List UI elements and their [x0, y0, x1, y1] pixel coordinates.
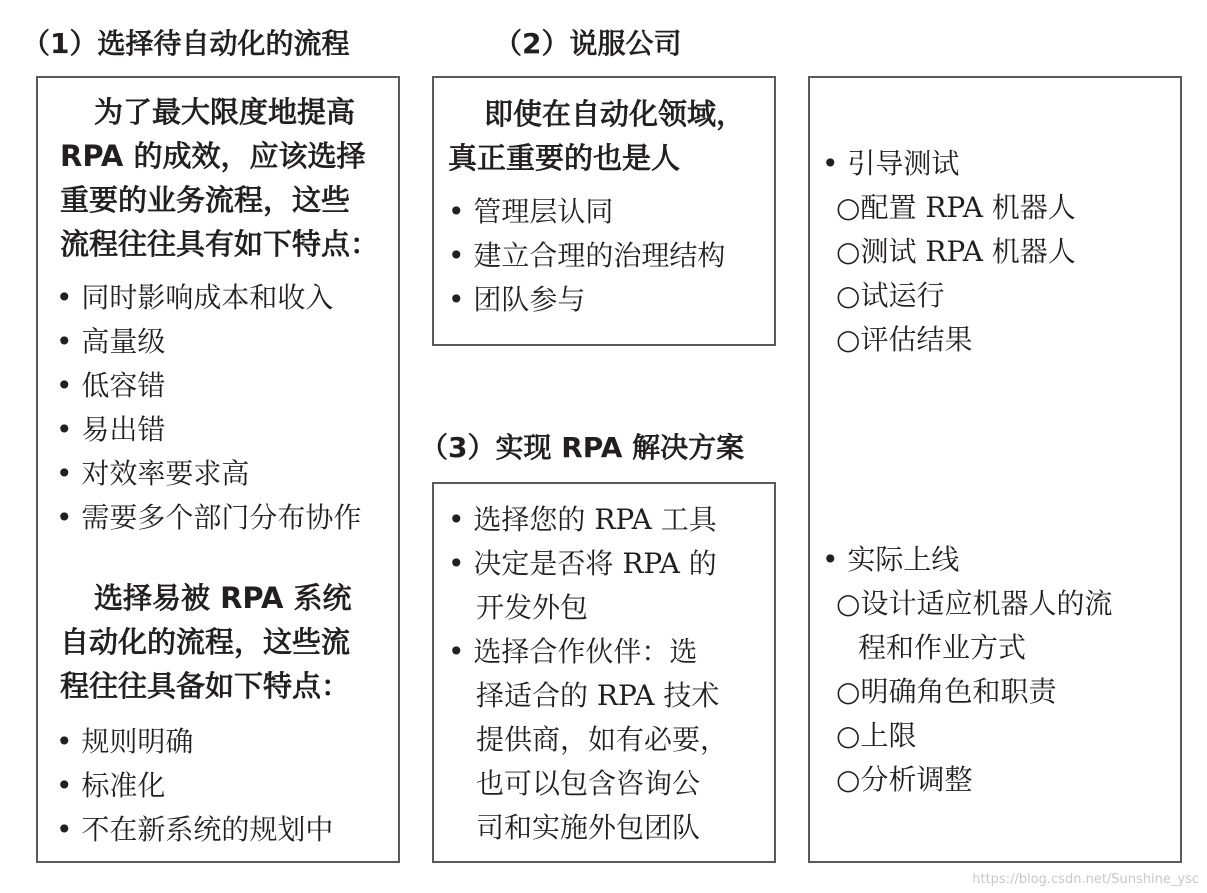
bullet-mark: •	[448, 547, 465, 580]
box-convince-company	[432, 76, 776, 346]
list-item	[56, 369, 166, 402]
list-item	[56, 413, 166, 446]
bullet-mark: •	[56, 369, 73, 402]
box1-intro-line: 为了最大限度地提高	[94, 95, 356, 129]
sub-item-text: 评估结果	[860, 323, 973, 356]
list-item-continuation: 择适合的 RPA 技术	[476, 679, 720, 712]
circle-mark: ○	[836, 323, 861, 356]
bullet-mark: •	[448, 283, 465, 316]
list-item-continuation: 提供商，如有必要，	[476, 723, 729, 756]
list-item-text: 标准化	[81, 769, 166, 802]
box-implement-rpa	[432, 482, 776, 863]
box-testing-golive	[808, 76, 1182, 863]
bullet-mark: •	[448, 239, 465, 272]
bullet-mark: •	[56, 725, 73, 758]
sub-item	[836, 235, 1076, 268]
list-item-text: 对效率要求高	[81, 457, 250, 490]
bullet-mark: •	[56, 413, 73, 446]
list-item	[56, 457, 250, 490]
box1-intro2-line: 选择易被 RPA 系统	[94, 581, 352, 615]
bullet-mark: •	[56, 769, 73, 802]
sub-item	[836, 719, 917, 752]
bullet-mark: •	[822, 543, 839, 576]
list-item-continuation: 也可以包含咨询公	[476, 767, 701, 800]
sub-item	[836, 191, 1076, 224]
sub-item-text: 分析调整	[860, 763, 973, 796]
list-item	[448, 547, 717, 580]
box2-intro-line: 即使在自动化领域，	[484, 97, 746, 131]
list-item-text: 选择合作伙伴：选	[473, 635, 698, 668]
box1-intro-line: 重要的业务流程，这些	[60, 183, 351, 217]
list-item	[448, 283, 586, 316]
group-title-text: 引导测试	[847, 147, 960, 180]
sub-item	[836, 675, 1057, 708]
list-item-text: 决定是否将 RPA 的	[473, 547, 717, 580]
bullet-mark: •	[56, 501, 73, 534]
list-item-text: 易出错	[81, 413, 166, 446]
circle-mark: ○	[836, 235, 861, 268]
sub-item	[836, 323, 973, 356]
list-item-text: 建立合理的治理结构	[473, 239, 726, 272]
bullet-mark: •	[448, 195, 465, 228]
section-2-title: （2）说服公司	[494, 27, 682, 60]
list-item-text: 高量级	[81, 325, 166, 358]
list-item	[56, 769, 166, 802]
box1-intro2-line: 程往往具备如下特点：	[60, 669, 351, 703]
list-item-text: 选择您的 RPA 工具	[473, 503, 717, 536]
list-item-text: 需要多个部门分布协作	[81, 501, 362, 534]
section-1-title: （1）选择待自动化的流程	[22, 27, 350, 60]
box-select-processes	[36, 76, 400, 863]
bullet-mark: •	[448, 503, 465, 536]
watermark: https://blog.csdn.net/Sunshine_ysc	[972, 872, 1199, 887]
sub-item	[836, 587, 1113, 620]
bullet-mark: •	[822, 147, 839, 180]
bullet-mark: •	[56, 325, 73, 358]
group-title	[822, 543, 960, 576]
list-item	[56, 725, 194, 758]
list-item	[448, 635, 698, 668]
list-item	[56, 325, 166, 358]
bullet-mark: •	[56, 281, 73, 314]
sub-item-continuation: 程和作业方式	[858, 631, 1027, 664]
list-item-text: 规则明确	[81, 725, 194, 758]
list-item-text: 低容错	[81, 369, 166, 402]
circle-mark: ○	[836, 719, 861, 752]
list-item	[448, 239, 726, 272]
group-title-text: 实际上线	[847, 543, 960, 576]
circle-mark: ○	[836, 675, 861, 708]
sub-item-text: 测试 RPA 机器人	[860, 235, 1076, 268]
group-title	[822, 147, 960, 180]
bullet-mark: •	[56, 457, 73, 490]
list-item-continuation: 开发外包	[476, 591, 589, 624]
box1-intro-line: RPA 的成效，应该选择	[60, 139, 366, 173]
list-item	[448, 503, 717, 536]
list-item	[56, 281, 334, 314]
sub-item	[836, 279, 945, 312]
list-item-continuation: 司和实施外包团队	[476, 811, 701, 844]
circle-mark: ○	[836, 191, 861, 224]
box1-intro-line: 流程往往具有如下特点：	[60, 227, 380, 261]
bullet-mark: •	[56, 813, 73, 846]
sub-item-text: 上限	[860, 719, 917, 752]
sub-item-text: 试运行	[860, 279, 945, 312]
box2-intro-line: 真正重要的也是人	[448, 141, 681, 175]
list-item-text: 不在新系统的规划中	[81, 813, 334, 846]
sub-item-text: 设计适应机器人的流	[860, 587, 1113, 620]
sub-item-text: 明确角色和职责	[860, 675, 1057, 708]
bullet-mark: •	[448, 635, 465, 668]
list-item-text: 管理层认同	[473, 195, 614, 228]
list-item-text: 团队参与	[473, 283, 586, 316]
circle-mark: ○	[836, 279, 861, 312]
section-3-title: （3）实现 RPA 解决方案	[420, 431, 745, 464]
sub-item	[836, 763, 973, 796]
list-item	[448, 195, 614, 228]
circle-mark: ○	[836, 763, 861, 796]
list-item-text: 同时影响成本和收入	[81, 281, 334, 314]
circle-mark: ○	[836, 587, 861, 620]
box1-intro2-line: 自动化的流程，这些流	[60, 625, 351, 659]
list-item	[56, 813, 334, 846]
sub-item-text: 配置 RPA 机器人	[860, 191, 1076, 224]
list-item	[56, 501, 362, 534]
